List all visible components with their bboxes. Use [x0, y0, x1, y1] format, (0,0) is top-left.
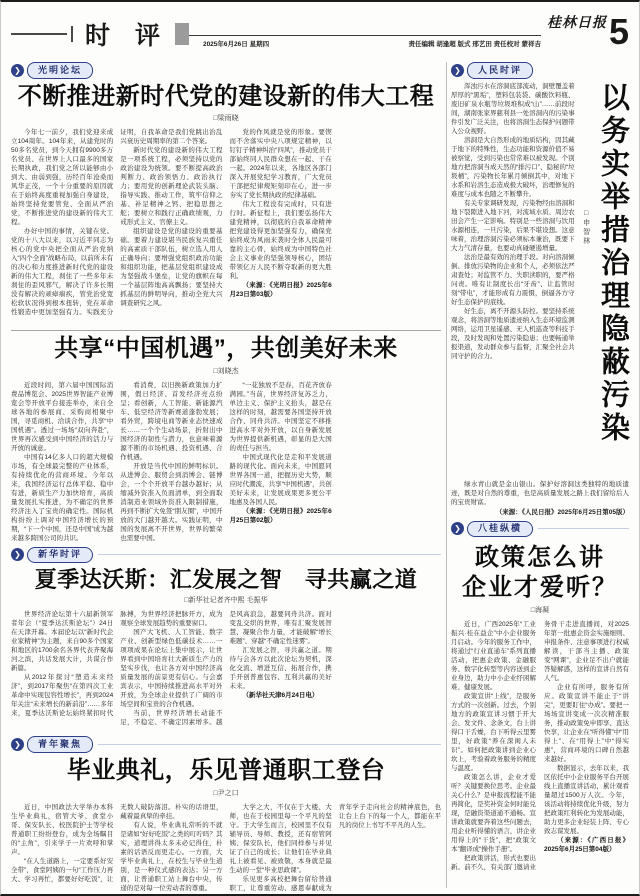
section-badge-label: 青年聚焦 — [27, 736, 93, 753]
paragraph: 今年七一前夕，我们党迎来成立104周年。104年来，从建党时的50多名党员，到今天拥有9900多万名党员、在世界上人口最多的国家长期执政，我们党之所以能够由小到大、由弱到强，历经百年沧桑而风华正茂，一个十分重要的原因就在于始终高度重视加强自身建设，始终坚持党要管党、全面从严治党，不断推进党的建设新的伟大工程。 — [11, 129, 114, 227]
left-column — [11, 60, 441, 892]
source-attribution: （来源：《光明日报》2025年6月23日第03版） — [229, 282, 332, 299]
paragraph: “一花独放不是春，百花齐放春满园。”当前，世界经济复苏乏力，单边主义、保护主义抬头，越是在这样的时刻，越需要各国坚持开放合作、同舟共济。中国坚定不移推进高水平对外开放，以自身新发展为世界提供新机遇，彰显的是大国的责任与担当。 — [229, 381, 332, 452]
badge-arrow-icon: ❯ — [451, 64, 464, 77]
section-badge-label: 八桂纵横 — [467, 521, 533, 538]
source-attribution: （来源：《光明日报》2025年6月25日第02版） — [229, 507, 332, 524]
article-byline: □梁雨晓 — [213, 115, 239, 123]
article-headline: 毕业典礼，乐见普通职工登台 — [66, 756, 386, 784]
badge-arrow-icon: ❯ — [11, 738, 24, 751]
masthead-info-bar — [189, 35, 541, 48]
page-content — [11, 60, 629, 892]
article-body — [451, 620, 629, 876]
paragraph: 组织建设是党的建设的重要基础。要着力建设堪当民族复兴重任的高素质干部队伍，树立选人用人正确导向；要增强党组织政治功能和组织功能，把基层党组织建设成为坚强战斗堡垒，让党的旗帜在每一个基层阵地高高飘扬；要坚持大抓基层的鲜明导向，推动全党大兴调查研究之风。 — [120, 228, 223, 308]
article-qingnian-jujiao — [11, 736, 441, 896]
paragraph: 看消费，以旧换新政策加力扩围，假日经济、首发经济亮点纷呈；看创新，人工智能、新能源汽车、低空经济等新赛道蓬勃发展；看外贸，跨境电商等新业态快速成长……一个个生动场景，折射出中国经济的韧性与潜力，也意味着源源不断的市场机遇、投资机遇、合作机遇。 — [120, 381, 223, 461]
article-xinhua-shiping — [11, 547, 441, 733]
article-headline: 夏季达沃斯：汇发展之智 寻共赢之道 — [34, 567, 418, 593]
article-byline: □海凝 — [530, 607, 550, 614]
paragraph: 数据显示，去年以来，我区依托中小企业服务平台开展线上直播宣讲活动，累计观看量超过1500万人次。今年，该活动将持续优化升级，努力把政策红利转化为发展动能，助力更多企业轻装上阵、专心致志谋发展。 — [544, 765, 629, 835]
section-divider — [11, 330, 441, 331]
paragraph: 近段时间，第六届中国国际消费品博览会、2025世界智能产业博览会等开放平台接连举办，来自全球各地的参展商、采购商相聚中国，寻觅商机、洽谈合作，共享“中国机遇”。透过一场场“双向奔赴”，世界再次感受到中国经济的活力与开放的诚意。 — [11, 381, 114, 452]
paragraph: 大学之大，不仅在于大楼、大师，也在于校园里每一个平凡的坚守。于大学生而言，校园里不仅有辅导员、导师、教授，还有宿管阿姨、保安队长，他们同样参与并见证了自己的成长；让他们在毕业典礼上被看见、被致敬，本身就是最生动的一堂“毕业思政课”。 — [229, 803, 332, 874]
editors-line: 责任编辑 胡逢超 版式 邢艺田 责任校对 蒙祥吉 — [408, 40, 541, 48]
headline-line-2: 企业才爱听？ — [462, 574, 618, 601]
paragraph: 近日，中国政法大学举办本科生毕业典礼，宿管大爷、食堂小哥、保安队长、校医院护士等学校普通职工纷纷登台，成为全场瞩目的“主角”，引来学子一片欢呼和掌声。 — [11, 803, 114, 856]
paragraph: 绿水青山就是金山银山。保护好溶洞这类独特的地质遗迹，既是对自然的尊重，也是高质量发展之路上我们留给后人的宝贵财富。 — [451, 480, 629, 506]
masthead-gray-block — [175, 23, 189, 45]
article-byline: □尹之口 — [213, 789, 239, 797]
paragraph: 政策宣讲“上线”，是服务方式的一次创新。过去，个别地方的政策宣讲习惯于开大会、发文件、念条文，台上讲得口干舌燥，台下听得云里雾里，好政策“养在深闺人未识”。如何把政策讲到企业心坎上，考验着政务服务的精度与温度。 — [451, 693, 536, 772]
article-renmin-shiping — [451, 62, 629, 517]
section-badge-label: 新华时评 — [27, 547, 93, 564]
article-body — [11, 381, 441, 543]
section-badge-row — [451, 62, 629, 79]
paragraph: 近日，广西2025年“工业振兴·桂在益企”中小企业服务月启动。今年的服务工作中，将通过“行业直通车”系列直播活动，把惠企政策、金融服务、数字化转型等内容送到企业身边，助力中小企业纾困解难、健康发展。 — [451, 621, 536, 691]
column-divider — [446, 62, 447, 888]
paragraph: 有人说，毕业典礼常听的不就是诸如“好好吃饭”之类的叮咛吗？其实，道理讲得太多未必记得住，朴素的话语反而更走心。一方面，大学毕业典礼上，在校生与毕业生道别，是一种仪式感的表达；另一方面，让普通职工站上舞台中央，传递的是对每一位劳动者的尊重。 — [120, 821, 223, 892]
paragraph: 中国式现代化是走和平发展道路的现代化。面向未来，中国愿同世界各国一道，把握历史大势，顺应时代潮流，共享“中国机遇”，共创美好未来，让发展成果更多更公平地惠及各国人民。 — [229, 453, 332, 506]
paragraph: 党的作风就是党的形象。要锲而不舍落实中央八项规定精神，以钉钉子精神纠治“四风”，推动党员干部始终同人民群众想在一起、干在一起。2024年以来，各地区各部门深入开展党纪学习教育，广大党员干部把纪律规矩刻印在心，进一步夯实了党长期执政的纪律基础。 — [229, 129, 332, 200]
source-attribution: （来源：《人民日报》2025年6月25日第05版） — [495, 508, 629, 516]
paragraph: 新时代党的建设新的伟大工程是一项系统工程，必须坚持以党的政治建设为统领。要不断提高政治判断力、政治领悟力、政治执行力；要用党的创新理论武装头脑、指导实践、推动工作，筑牢信仰之基、补足精神之钙、把稳思想之舵；要树立和践行正确政绩观，力戒形式主义、官僚主义。 — [120, 147, 223, 227]
paragraph: 世界经济论坛第十六届新领军者年会（“夏季达沃斯论坛”）24日在天津开幕。本届论坛以“新时代企业家精神”为主题，来自90多个国家和地区的1700余名各界代表齐聚海河之滨，共话发展大计，共谋合作新篇。 — [11, 611, 114, 673]
publication-date: 2025年6月26日 星期四 — [202, 40, 270, 48]
article-headline: 共享“中国机遇”，共创美好未来 — [54, 335, 398, 363]
paragraph: 伟大工程没有完成时，只有进行时。新征程上，我们要弘扬伟大建党精神，以彻底的自我革命精神把党建设得更加坚强有力，确保党始终成为风雨来袭时全体人民最可靠的主心骨，始终成为中国特色社会主义事业的坚强领导核心，团结带领亿万人民不断夺取新的更大胜利。 — [229, 201, 332, 281]
article-body — [11, 803, 441, 896]
article-china-opportunity — [11, 335, 441, 543]
masthead-left-rule — [11, 33, 67, 35]
paragraph: 有关专家调研发现，污染物经由溶洞和地下裂隙进入地下河，对流域水质、周边农田会产生一定影响。特别是一些溶洞与饮用水源相连，一旦污染，后果不堪设想。这意味着，治理溶洞污染必须标本兼治，既要下大力气清存量，也要动真碰硬遏增量。 — [451, 199, 575, 252]
article-body — [11, 610, 441, 732]
article-headline — [451, 543, 629, 603]
paragraph: 开放是当代中国的鲜明标识。从进博会、服贸会到消博会、链博会，一个个开放平台越办越好；从缩减外资准入负面清单，到全面取消制造业领域外资准入限制措施，再到不断扩大免签“朋友圈”，中国开放的大门越开越大。实践证明，中国的发展离不开世界，世界的繁荣也需要中国。 — [120, 462, 223, 542]
source-attribution: （来源：《广西日报》2025年6月25日第04版） — [544, 837, 629, 853]
paragraph: 乐见更多高校把舞台留给普通职工，让尊重劳动、感恩奉献成为青年学子走向社会的精神底色，也让台上台下的每一个人，都能在平凡的岗位上书写不平凡的人生。 — [229, 803, 441, 892]
paragraph: 从2012年探讨“塑造未来经济”，到2017年聚焦“在第四次工业革命中实现包容性增长”，再到2024年关注“未来增长的新前沿”……多年来，夏季达沃斯论坛始终紧扣时代脉搏，为世界经济把脉开方，成为观察全球发展趋势的重要窗口。 — [11, 611, 223, 718]
paragraph: 浑浊污水在溶洞底部流动，洞壁覆盖着厚厚的“黑垢”，塑料包装袋、碳酸饮料瓶、废旧矿泉水瓶等垃圾堆积成“山”……前段时间，湖南张家界慈利县一处溶洞内的污染事件引发广泛关注，也将溶洞生态保护问题带入公众视野。 — [451, 82, 575, 135]
badge-arrow-icon: ❯ — [11, 548, 24, 561]
newspaper-name-wrap — [547, 12, 607, 32]
paragraph: 办好中国的事情，关键在党。党的十八大以来，以习近平同志为核心的党中央把全面从严治党纳入“四个全面”战略布局，以前所未有的决心和力度推进新时代党的建设新的伟大工程，刹住了一些多年未刹住的歪风邪气，解决了许多长期没有解决的顽瘴痼疾，管党治党宽松软状况得到根本扭转，党在革命性锻造中更加坚强有力。实践充分证明，自我革命是我们党跳出治乱兴衰历史周期率的第二个答案。 — [11, 129, 223, 317]
right-column — [451, 60, 629, 888]
section-badge-row — [11, 547, 441, 564]
page-number: 5 — [608, 11, 629, 52]
article-body — [451, 82, 575, 478]
masthead-tick — [71, 26, 73, 42]
paragraph: 把政策讲活，形式也要出新。前不久，有关部门邀请业务骨干走进直播间，对2025年第一批惠企资金实施细则、申报条件、注意事项进行权威解读，干部当主播、政策变“网课”，企业足不出户就能答疑解惑，这样的宣讲自然有人气。 — [451, 621, 629, 871]
section-badge-row — [11, 736, 441, 753]
paragraph: 中国有14亿多人口的超大规模市场，有全球最完整的产业体系，有持续优化的营商环境。今年以来，我国经济运行总体平稳、稳中有进，新质生产力加快培育，高质量发展扎实推进，为不确定的世界经济注入了宝贵的确定性。国际机构纷纷上调对中国经济增长的预期，“下一个中国，还是中国”成为越来越多跨国公司的共识。 — [11, 453, 114, 542]
article-byline: □新华社记者齐中熙 毛振华 — [184, 597, 268, 605]
paragraph: 汇发展之智，寻共赢之道。期待与会各方以此次论坛为契机，深化交流、增进互信、拓展合作，携手开创普惠包容、互利共赢的美好未来。 — [229, 647, 332, 691]
paragraph: 当前，世界经济增长动能不足，不稳定、不确定因素增多。越是风高浪急，越要同舟共济。面对变乱交织的世界，唯有汇聚发展智慧、凝聚合作力量，才能破解“增长难题”、穿越“不确定性迷雾”。 — [120, 611, 332, 727]
section-badge-row — [451, 521, 629, 538]
paragraph: “在人生道路上，一定要系好安全带”，食堂阿姨的一句“工作压力再大、学习再忙，都要好好吃饭”，让无数人破防落泪。朴实的话语里，藏着最真挚的牵挂。 — [11, 803, 223, 883]
article-bagui-zongheng — [451, 521, 629, 877]
headline-line-1: 政策怎么讲 — [475, 544, 605, 571]
paragraph: 溶洞是大自然形成的地质结构，因其藏于地下的特殊性，生态功能和资源价值不易被察觉，受到污染也常常难以被发现。个别地方把溶洞当成天然的“排污口”、隐秘的“垃圾桶”，污染物长年累月倾倒其中，对地下水系和岩溶生态造成极大破坏，治理修复的难度与成本也随之不断攀升。 — [451, 136, 575, 198]
page-title: 时 评 — [85, 22, 169, 50]
paragraph: 国产大飞机、人工智能、数字产业、创新型绿色低碳技术……一项项成果在论坛上集中展示，让世界看到中国培育壮大新质生产力的坚实步伐，也让各方对中国经济高质量发展的前景更有信心。与会嘉宾表示，中国持续推进高水平对外开放，为全球企业提供了广阔的市场空间和宝贵的合作机遇。 — [120, 629, 223, 709]
paragraph: 企业有所呼，服务有所应。政策宣讲不能止于“讲完”，更要盯住“办成”。要把一场场宣讲变成一次次精准服务，推动政策免申即享、直达快享，让企业在“听得懂”中“用得上”、在“用得上”中“得实惠”，营商环境的口碑自然越来越好。 — [544, 684, 629, 763]
badge-arrow-icon: ❯ — [11, 64, 24, 77]
article-body — [11, 128, 441, 324]
article-headline-vertical: 以务实举措治理隐蔽污染 — [597, 81, 629, 445]
paragraph: 政策怎么讲，企业才爱听？关键要换位思考。企业最关心什么？是申报流程能不能再简化，是奖补资金何时能兑现，是融资渠道通不通畅。宣讲政策就要奔着这些问题去，用企业听得懂的语言，讲企业用得上的“干货”，把“政策文本”翻译成“操作手册”。 — [451, 774, 536, 853]
section-badge-label: 人民时评 — [467, 62, 533, 79]
paragraph: 好生态，离不开源头防控。要坚持系统观念，将溶洞等地质遗迹纳入生态环境监测网络，运用卫星遥感、无人机巡查等科技手段，及时发现和处置污染隐患；也要畅通举报渠道，发动群众参与监督，汇聚全社会共同守护的合力。 — [451, 307, 575, 360]
section-badge-row — [11, 62, 441, 79]
article-byline: □刘晓杰 — [213, 367, 239, 375]
newspaper-name: 桂林日报 — [546, 16, 607, 31]
section-badge-label: 光明论坛 — [27, 62, 93, 79]
masthead — [11, 12, 629, 56]
article-byline-vertical: □申智林 — [582, 209, 590, 246]
article-guangming-luntan — [11, 62, 441, 324]
dateline: （新华社天津6月24日电） — [242, 692, 319, 700]
article-body-with-vertical-headline — [451, 82, 629, 478]
article-headline: 不断推进新时代党的建设新的伟大工程 — [17, 82, 435, 110]
paragraph: 法治是最有效的治理手段。对向溶洞倾倒、排放污染物的企业和个人，必须依法严肃查处；对监管不力、失职渎职的，要严格问责。唯有让制度长出“牙齿”、让监管时刻“带电”，才能形成有力震慑，倒逼各方守好生态保护的底线。 — [451, 253, 575, 306]
badge-arrow-icon: ❯ — [451, 522, 464, 535]
